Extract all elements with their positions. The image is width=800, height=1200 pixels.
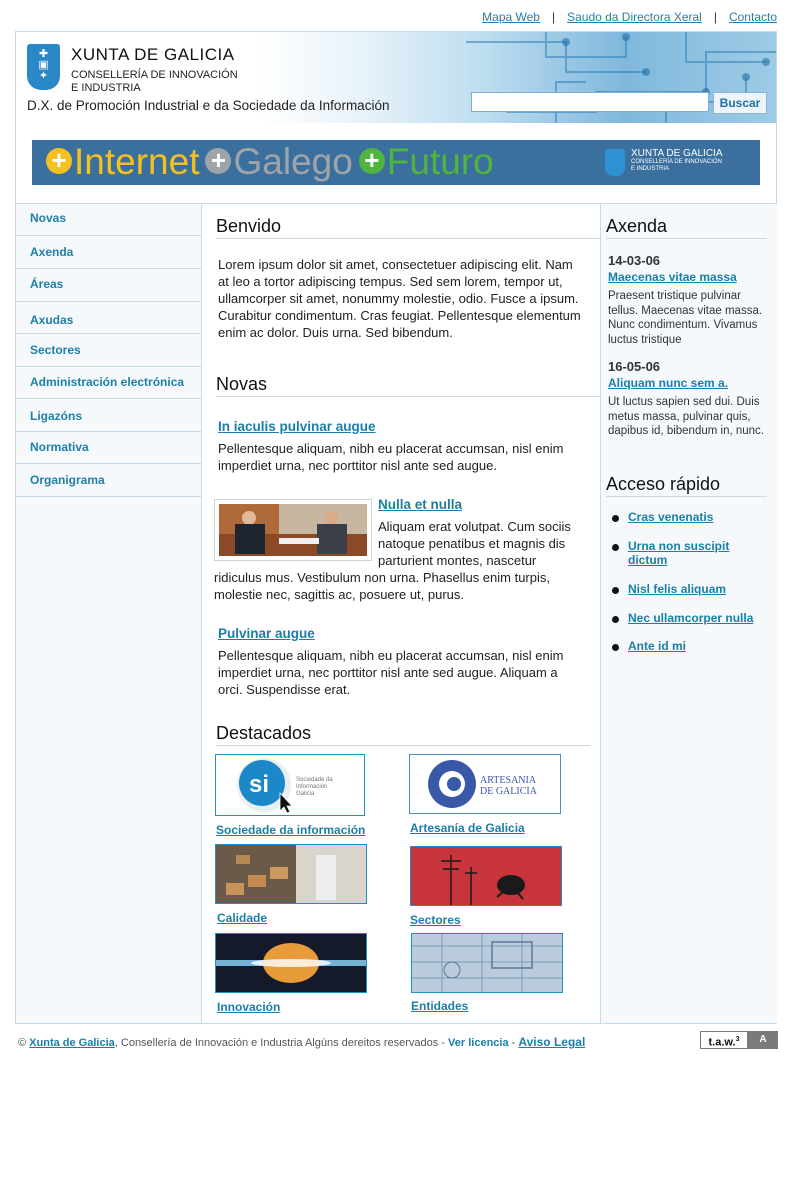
department-line: CONSELLERÍA DE INNOVACIÓN bbox=[71, 69, 238, 81]
featured-link[interactable]: Calidade bbox=[217, 911, 268, 925]
welcome-title: Benvido bbox=[216, 216, 600, 239]
sidebar-item-ligazons[interactable]: Ligazóns bbox=[16, 399, 201, 432]
plus-icon: + bbox=[359, 148, 385, 174]
sidebar bbox=[16, 204, 202, 1023]
banner-logo-text bbox=[631, 149, 723, 173]
quick-access-link[interactable]: Urna non suscipit dictum bbox=[628, 539, 730, 567]
agenda-link[interactable]: Aliquam nunc sem a. bbox=[608, 376, 729, 390]
taw-badge-version: 3 bbox=[735, 1036, 740, 1043]
main-content bbox=[202, 204, 600, 1023]
taw-badge-label: t.a.w. bbox=[708, 1036, 736, 1049]
sidebar-item-administracion[interactable]: Administración electrónica bbox=[16, 367, 201, 399]
artesania-logo-icon bbox=[410, 755, 560, 813]
org-title: XUNTA DE GALICIA bbox=[71, 45, 235, 64]
taw-badge-level: A bbox=[759, 1034, 767, 1045]
page-frame bbox=[15, 31, 777, 1024]
bullet-icon bbox=[612, 616, 619, 623]
featured-link[interactable]: Entidades bbox=[411, 999, 469, 1013]
banner-logo-sub: CONSELLERÍA DE INNOVACIÓN bbox=[631, 159, 722, 165]
licence-link[interactable]: Ver licencia bbox=[448, 1037, 509, 1049]
bullet-icon bbox=[612, 515, 619, 522]
quick-access-title: Acceso rápido bbox=[606, 474, 767, 497]
quick-access-item bbox=[618, 582, 726, 596]
agenda-title: Axenda bbox=[606, 216, 767, 239]
news-photo-image bbox=[219, 504, 367, 556]
featured-image-calidade[interactable] bbox=[215, 844, 367, 904]
legal-link[interactable]: Aviso Legal bbox=[518, 1035, 586, 1049]
calidade-photo bbox=[216, 845, 366, 903]
bullet-icon bbox=[612, 544, 619, 551]
quick-access-link[interactable]: Cras venenatis bbox=[628, 510, 714, 524]
news-text: Aliquam erat volutpat. Cum sociis natoque penatibus et magnis dis parturient montes, nascetur ridiculus mus. Vestibulum non urna. Phasellus enim turpis, molestie nec, sagittis ac, posuere ut, purus. bbox=[214, 519, 571, 602]
taw-badge[interactable] bbox=[700, 1031, 778, 1049]
banner-logo-sub: E INDUSTRIA bbox=[631, 166, 670, 172]
svg-text:Sociedade da: Sociedade da bbox=[296, 777, 333, 783]
featured-image-entidades[interactable] bbox=[411, 933, 563, 993]
agenda-text: Ut luctus sapien sed dui. Duis metus massa, pulvinar quis, dapibus id, bibendum in, nunc. bbox=[608, 396, 764, 437]
copyright-symbol: © bbox=[18, 1037, 27, 1049]
news-heading-wrap bbox=[216, 374, 600, 397]
quick-access-link[interactable]: Nec ullamcorper nulla bbox=[628, 611, 754, 625]
featured-link[interactable]: Sectores bbox=[410, 913, 461, 927]
agenda-link[interactable]: Maecenas vitae massa bbox=[608, 270, 737, 284]
department-line: E INDUSTRIA bbox=[71, 82, 141, 94]
quick-access-link[interactable]: Nisl felis aliquam bbox=[628, 582, 727, 596]
campaign-banner[interactable] bbox=[32, 140, 760, 185]
plus-icon: + bbox=[205, 148, 231, 174]
agenda-item bbox=[606, 359, 767, 439]
news-text: Pellentesque aliquam, nibh eu placerat accumsan, nisl enim imperdiet urna, nec porttitor nisl ante sed augue. bbox=[218, 441, 564, 473]
svg-text:DE GALICIA: DE GALICIA bbox=[480, 786, 537, 797]
news-title: Novas bbox=[216, 374, 600, 397]
featured-heading-wrap bbox=[216, 723, 590, 746]
featured-image-sectores[interactable] bbox=[410, 846, 562, 906]
map-link[interactable]: Mapa Web bbox=[482, 10, 540, 24]
sidebar-item-sectores[interactable]: Sectores bbox=[16, 334, 201, 367]
right-column bbox=[600, 204, 777, 1023]
agenda-item bbox=[606, 253, 767, 347]
news-item bbox=[218, 625, 568, 698]
sidebar-item-normativa[interactable]: Normativa bbox=[16, 432, 201, 464]
sidebar-item-axudas[interactable]: Axudas bbox=[16, 302, 201, 334]
sidebar-item-novas[interactable]: Novas bbox=[16, 204, 201, 236]
footer-text: , Consellería de Innovación e Industria Algúns dereitos reservados - bbox=[114, 1037, 445, 1049]
featured-image-sociedade[interactable] bbox=[215, 754, 365, 816]
banner-slogan bbox=[46, 142, 494, 182]
news-item bbox=[218, 418, 568, 474]
directorate-title: D.X. de Promoción Industrial e da Sociedade da Información bbox=[27, 98, 390, 113]
footer-separator: - bbox=[511, 1037, 516, 1049]
news-link[interactable]: In iaculis pulvinar augue bbox=[218, 419, 376, 434]
sidebar-item-axenda[interactable]: Axenda bbox=[16, 236, 201, 269]
svg-text:Galicia: Galicia bbox=[296, 791, 315, 797]
quick-access-heading-wrap bbox=[606, 474, 767, 497]
innovacion-photo bbox=[216, 934, 366, 992]
banner-word: Futuro bbox=[386, 141, 494, 182]
separator: | bbox=[713, 10, 717, 24]
quick-access-link[interactable]: Ante id mi bbox=[628, 639, 687, 653]
header bbox=[16, 32, 776, 124]
xunta-shield-icon bbox=[605, 149, 625, 176]
featured-title: Destacados bbox=[216, 723, 590, 746]
agenda-text: Praesent tristique pulvinar tellus. Maecenas vitae massa. Nunc condimentum. Vivamus luctus tristique bbox=[608, 290, 763, 346]
news-link[interactable]: Nulla et nulla bbox=[378, 497, 463, 512]
news-item bbox=[214, 496, 576, 603]
department-name bbox=[71, 69, 238, 95]
quick-access-item bbox=[618, 539, 758, 567]
news-link[interactable]: Pulvinar augue bbox=[218, 626, 315, 641]
svg-text:Información: Información bbox=[296, 784, 328, 790]
separator: | bbox=[551, 10, 556, 24]
sidebar-item-areas[interactable]: Áreas bbox=[16, 269, 201, 302]
featured-link[interactable]: Innovación bbox=[217, 1000, 281, 1014]
agenda-date: 16-05-06 bbox=[608, 359, 661, 374]
featured-link[interactable]: Sociedade da información bbox=[216, 823, 366, 837]
banner-logo-title: XUNTA DE GALICIA bbox=[631, 148, 723, 159]
search-button[interactable]: Buscar bbox=[713, 92, 767, 114]
search-input[interactable] bbox=[471, 92, 709, 112]
agenda-section bbox=[606, 216, 767, 439]
svg-text:ARTESANIA: ARTESANIA bbox=[480, 775, 537, 786]
featured-image-innovacion[interactable] bbox=[215, 933, 367, 993]
contact-link[interactable]: Contacto bbox=[728, 10, 777, 24]
sidebar-item-organigrama[interactable]: Organigrama bbox=[16, 464, 201, 497]
agenda-date: 14-03-06 bbox=[608, 253, 661, 268]
footer bbox=[18, 1035, 585, 1049]
banner-word: Galego bbox=[233, 141, 353, 182]
greeting-link[interactable]: Saudo da Directora Xeral bbox=[567, 10, 702, 24]
si-logo-icon bbox=[216, 755, 364, 815]
featured-link[interactable]: Artesanía de Galicia bbox=[410, 821, 525, 835]
bullet-icon bbox=[612, 644, 619, 651]
sectores-photo bbox=[411, 847, 561, 905]
entidades-photo bbox=[412, 934, 562, 992]
quick-access-item bbox=[618, 510, 713, 524]
banner-word: Internet bbox=[74, 141, 200, 182]
quick-access-item bbox=[618, 639, 686, 653]
welcome-text: Lorem ipsum dolor sit amet, consectetuer adipiscing elit. Nam at leo a tortor adipiscing tempus. Sed sem lorem, tempor ut, ullamcorper sit amet, nonummy molestie, odio. Fusce a ipsum. Curabitur condimentum. Cras feugiat. Pellentesque elementum enim ac dolor. Duis urna. Sed bibendum. bbox=[218, 257, 581, 340]
news-photo[interactable] bbox=[214, 499, 372, 561]
svg-text:si: si bbox=[249, 771, 270, 798]
taw-badge-left bbox=[701, 1032, 747, 1048]
bullet-icon bbox=[612, 587, 619, 594]
featured-image-artesania[interactable] bbox=[409, 754, 561, 814]
xunta-shield-icon: ✚ ▣ ✦ bbox=[27, 44, 60, 90]
welcome-section bbox=[216, 216, 600, 341]
news-text: Pellentesque aliquam, nibh eu placerat accumsan, nisl enim imperdiet urna, nec porttitor nisl ante sed augue. Aliquam a orci. Suspendisse erat. bbox=[218, 648, 564, 697]
quick-access-item bbox=[618, 611, 753, 625]
plus-icon: + bbox=[46, 148, 72, 174]
xunta-link[interactable]: Xunta de Galicia bbox=[29, 1037, 115, 1049]
banner-zone bbox=[16, 123, 776, 204]
top-links bbox=[482, 10, 777, 24]
